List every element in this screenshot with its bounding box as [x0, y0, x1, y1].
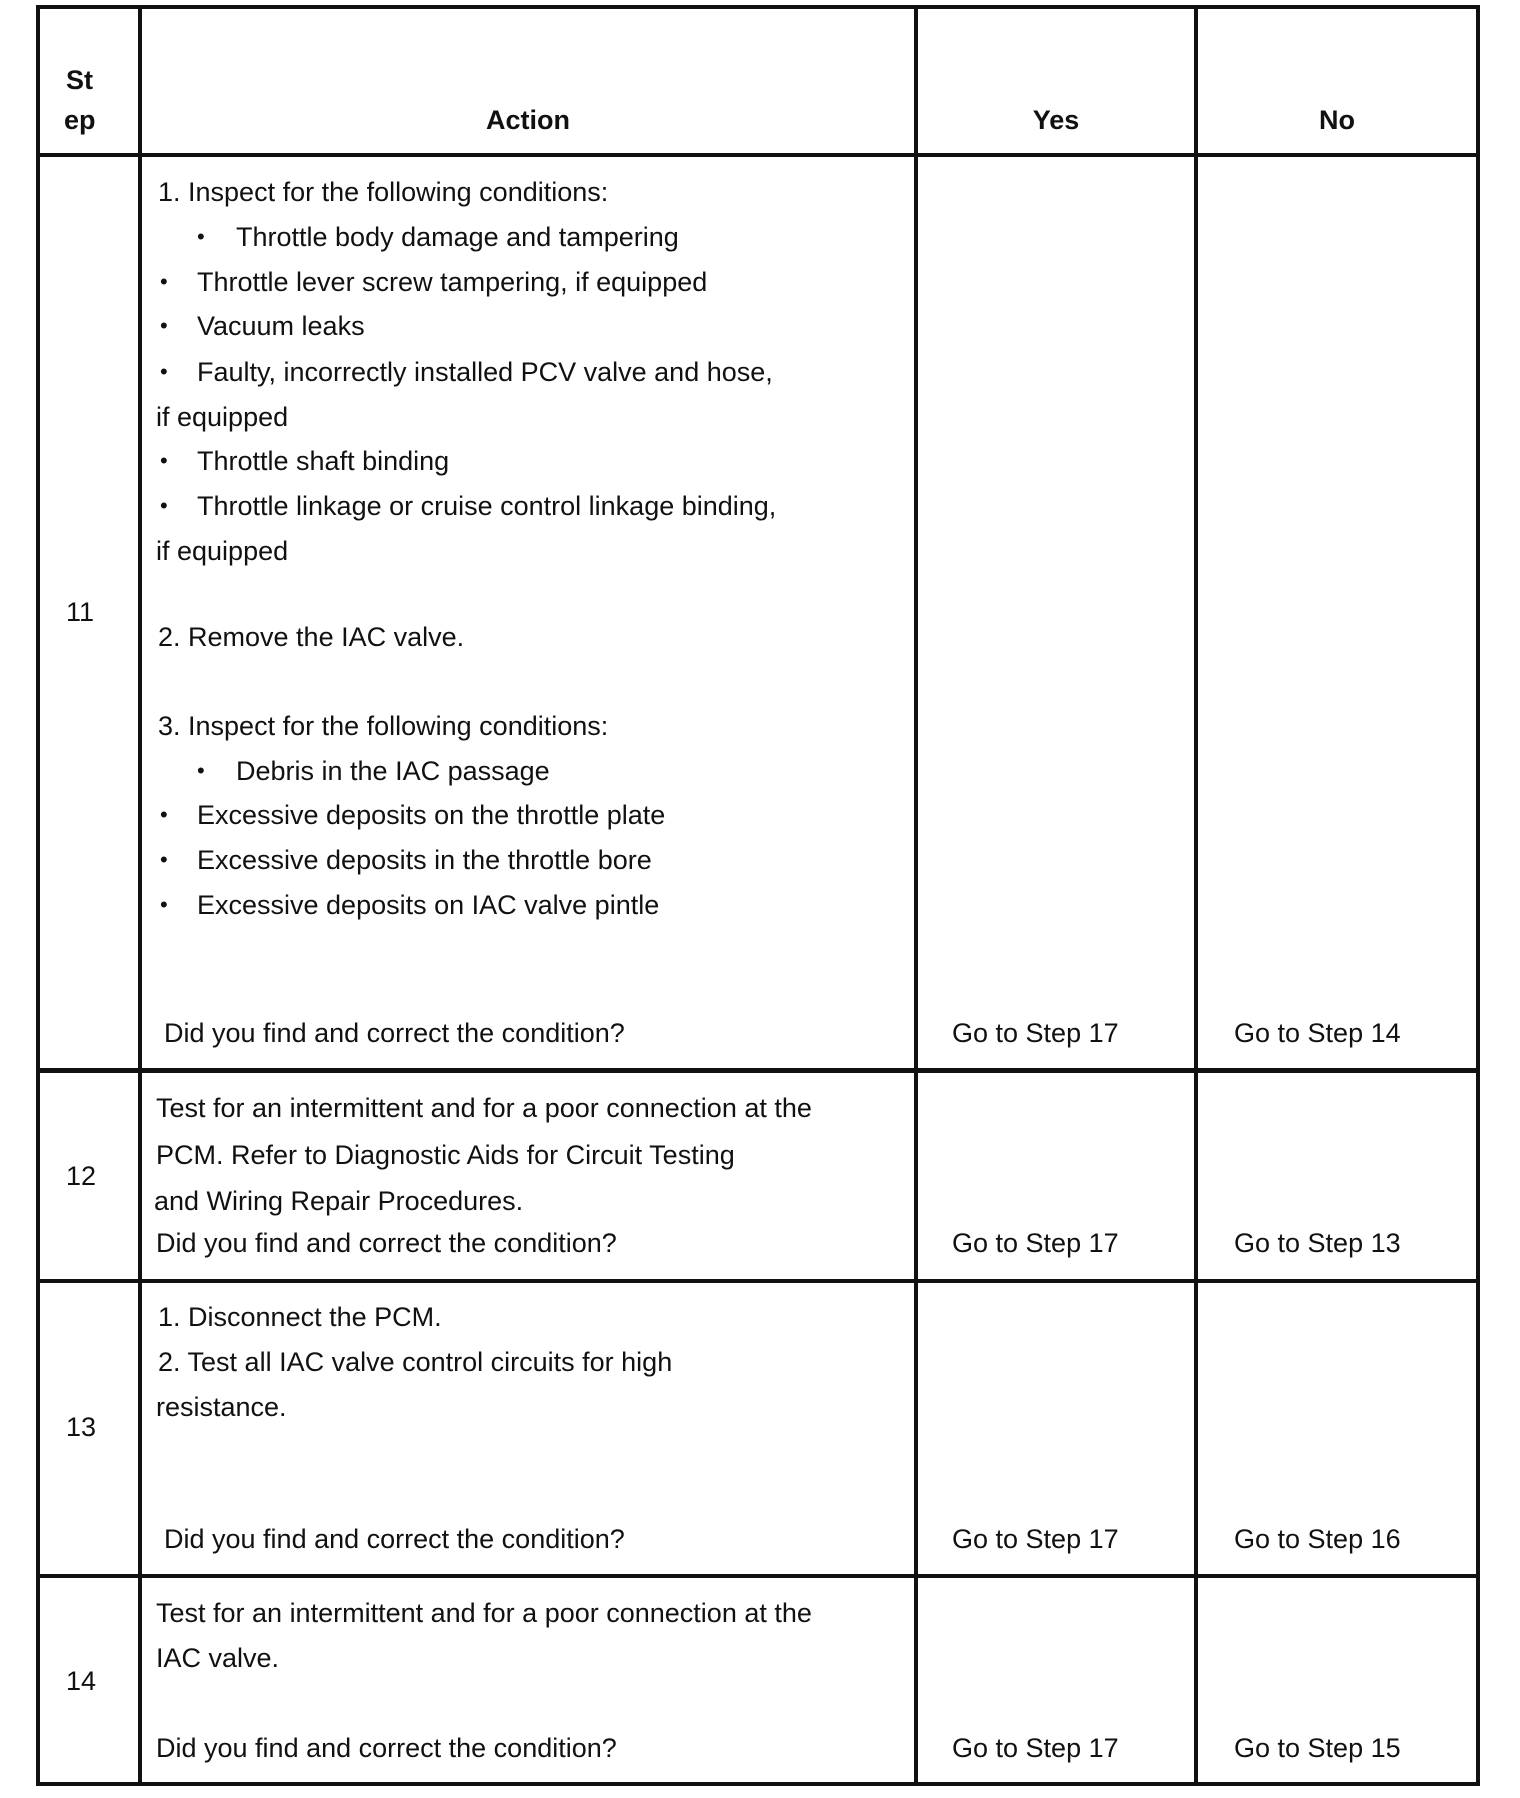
- table-border: [36, 5, 1480, 9]
- table-border: [36, 153, 1480, 157]
- action-line: and Wiring Repair Procedures.: [154, 1186, 524, 1216]
- table-border: [36, 6, 40, 1786]
- table-border: [36, 1574, 1480, 1578]
- step-number: 12: [66, 1161, 97, 1191]
- header-no: No: [1319, 105, 1355, 135]
- action-line: Excessive deposits in the throttle bore: [197, 845, 652, 875]
- action-line: 1. Inspect for the following conditions:: [158, 177, 609, 207]
- bullet-icon: •: [160, 313, 168, 338]
- header-step-line2: ep: [64, 105, 96, 135]
- yes-result: Go to Step 17: [952, 1733, 1119, 1763]
- action-line: 1. Disconnect the PCM.: [158, 1302, 442, 1332]
- bullet-icon: •: [160, 448, 168, 473]
- action-question: Did you find and correct the condition?: [164, 1524, 625, 1554]
- table-border: [1194, 6, 1198, 1786]
- bullet-icon: •: [160, 359, 168, 384]
- action-line: Test for an intermittent and for a poor connection at the: [156, 1598, 812, 1628]
- no-result: Go to Step 16: [1234, 1524, 1401, 1554]
- bullet-icon: •: [197, 224, 205, 249]
- action-question: Did you find and correct the condition?: [156, 1228, 617, 1258]
- action-line: IAC valve.: [156, 1643, 280, 1673]
- action-line: 2. Remove the IAC valve.: [158, 622, 465, 652]
- action-line: PCM. Refer to Diagnostic Aids for Circuit Testing: [156, 1140, 735, 1170]
- table-border: [36, 1782, 1480, 1786]
- no-result: Go to Step 14: [1234, 1018, 1401, 1048]
- action-line: Throttle shaft binding: [197, 446, 450, 476]
- bullet-icon: •: [160, 847, 168, 872]
- table-border: [36, 1279, 1480, 1283]
- action-line: Throttle linkage or cruise control linkage binding,: [197, 491, 777, 521]
- yes-result: Go to Step 17: [952, 1524, 1119, 1554]
- bullet-icon: •: [160, 802, 168, 827]
- yes-result: Go to Step 17: [952, 1018, 1119, 1048]
- bullet-icon: •: [197, 758, 205, 783]
- action-line: Faulty, incorrectly installed PCV valve and hose,: [197, 357, 773, 387]
- table-border: [138, 6, 142, 1786]
- action-line: 2. Test all IAC valve control circuits for high: [158, 1347, 673, 1377]
- table-border: [914, 6, 918, 1786]
- action-question: Did you find and correct the condition?: [156, 1733, 617, 1763]
- action-line: resistance.: [156, 1392, 287, 1422]
- action-line: 3. Inspect for the following conditions:: [158, 711, 609, 741]
- action-line: if equipped: [156, 536, 289, 566]
- action-line: Vacuum leaks: [197, 311, 365, 341]
- action-line: Excessive deposits on the throttle plate: [197, 800, 666, 830]
- header-action: Action: [486, 105, 570, 135]
- yes-result: Go to Step 17: [952, 1228, 1119, 1258]
- action-line: Debris in the IAC passage: [236, 756, 550, 786]
- no-result: Go to Step 15: [1234, 1733, 1401, 1763]
- table-border: [1476, 6, 1480, 1786]
- step-number: 14: [66, 1666, 97, 1696]
- action-line: Excessive deposits on IAC valve pintle: [197, 890, 660, 920]
- action-line: Throttle body damage and tampering: [236, 222, 679, 252]
- no-result: Go to Step 13: [1234, 1228, 1401, 1258]
- action-line: Test for an intermittent and for a poor connection at the: [156, 1093, 812, 1123]
- action-question: Did you find and correct the condition?: [164, 1018, 625, 1048]
- bullet-icon: •: [160, 892, 168, 917]
- step-number: 11: [66, 597, 95, 627]
- bullet-icon: •: [160, 493, 168, 518]
- header-yes: Yes: [1032, 105, 1080, 135]
- step-number: 13: [66, 1412, 97, 1442]
- action-line: Throttle lever screw tampering, if equipped: [197, 267, 708, 297]
- table-border: [36, 1068, 1480, 1073]
- action-line: if equipped: [156, 402, 289, 432]
- bullet-icon: •: [160, 269, 168, 294]
- header-step-line1: St: [66, 65, 93, 95]
